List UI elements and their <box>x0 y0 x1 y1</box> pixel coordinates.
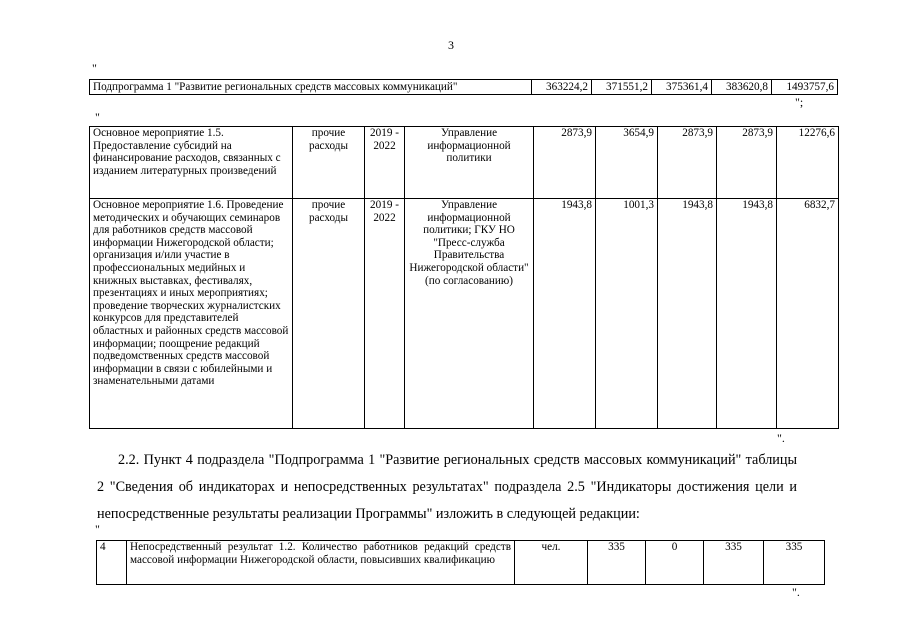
opening-quote: " <box>95 110 100 124</box>
opening-quote: " <box>92 61 97 75</box>
table-row <box>97 541 825 585</box>
table-cell: 6832,7 <box>777 199 839 429</box>
table-cell: 0 <box>646 541 704 585</box>
table-cell: 2873,9 <box>534 127 596 199</box>
table-cell: 371551,2 <box>592 80 652 95</box>
table-row <box>90 80 838 95</box>
table-cell: 335 <box>704 541 764 585</box>
executor: Управление информационной политики; ГКУ НО "Пресс-служба Правительства Нижегородской области" (по согласованию) <box>405 199 534 429</box>
expense-type: прочие расходы <box>293 199 365 429</box>
amendment-paragraph: 2.2. Пункт 4 подраздела "Подпрограмма 1 "Развитие региональных средств массовых коммуникаций" таблицы 2 "Сведения об индикаторах и непосредственных результатах" подраздела 2.5 "Индикаторы достижения цели и непосредственные результаты реализации Программы" изложить в следующей редакции: <box>97 452 797 522</box>
indicator-text: Непосредственный результат 1.2. Количество работников редакций средств массовой информации Нижегородской области, повысивших квалификацию <box>127 541 515 585</box>
page-number: 3 <box>448 38 454 52</box>
table-cell: 1943,8 <box>534 199 596 429</box>
subprogram-total-table <box>89 79 838 95</box>
indicators-table <box>96 540 825 585</box>
table-cell: 12276,6 <box>777 127 839 199</box>
table-cell: 375361,4 <box>652 80 712 95</box>
table-cell: 335 <box>764 541 825 585</box>
row-number: 4 <box>97 541 127 585</box>
table-cell: 335 <box>588 541 646 585</box>
expense-type: прочие расходы <box>293 127 365 199</box>
table-cell: 383620,8 <box>712 80 772 95</box>
table-cell: 3654,9 <box>596 127 658 199</box>
period: 2019 - 2022 <box>365 199 405 429</box>
table-cell: 1001,3 <box>596 199 658 429</box>
subprogram-label: Подпрограмма 1 "Развитие региональных средств массовых коммуникаций" <box>90 80 532 95</box>
table-row <box>90 199 839 429</box>
period: 2019 - 2022 <box>365 127 405 199</box>
table-row <box>90 127 839 199</box>
table-cell: 2873,9 <box>658 127 717 199</box>
activities-table <box>89 126 839 429</box>
executor: Управление информационной политики <box>405 127 534 199</box>
table-cell: 1493757,6 <box>772 80 838 95</box>
opening-quote: " <box>95 522 100 536</box>
table-cell: 2873,9 <box>717 127 777 199</box>
closing-quote: ". <box>777 431 785 445</box>
closing-quote: "; <box>795 95 804 109</box>
closing-quote: ". <box>792 585 800 599</box>
table-cell: 363224,2 <box>532 80 592 95</box>
activity-name: Основное мероприятие 1.5. Предоставление субсидий на финансирование расходов, связанных с изданием литературных произведений <box>90 127 293 199</box>
table-cell: 1943,8 <box>717 199 777 429</box>
table-cell: 1943,8 <box>658 199 717 429</box>
activity-name: Основное мероприятие 1.6. Проведение методических и обучающих семинаров для работников средств массовой информации Нижегородской области; организация и/или участие в профессиональных медийных и книжных выставках, фестивалях, презентациях и иных мероприятиях; проведение творческих журналистских конкурсов для представителей областных и районных средств массовой информации; поощрение редакций подведомственных средств массовой информации в связи с юбилейными и знаменательными датами <box>90 199 293 429</box>
unit: чел. <box>515 541 588 585</box>
